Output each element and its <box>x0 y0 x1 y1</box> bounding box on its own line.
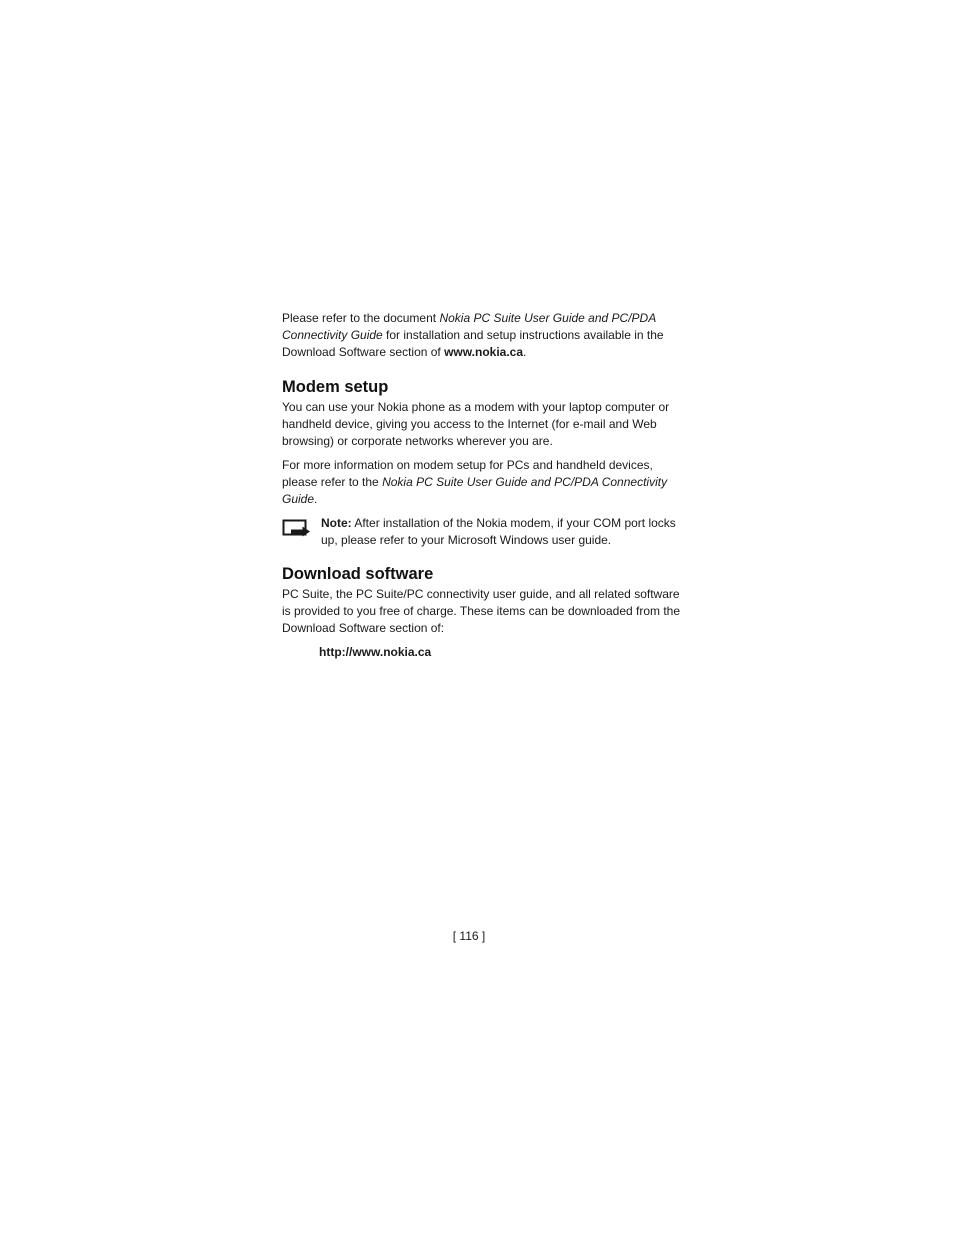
download-url[interactable]: http://www.nokia.ca <box>319 645 432 659</box>
modem-p2-text-2: . <box>314 492 318 506</box>
page-content <box>282 310 682 661</box>
page-number: [ 116 ] <box>452 929 486 943</box>
intro-text-1: Please refer to the document <box>282 311 440 325</box>
intro-text-2: for installation and setup instructions available in the Download Software section of <box>282 328 664 359</box>
note-block <box>282 515 682 549</box>
modem-setup-heading: Modem setup <box>282 378 389 396</box>
modem-paragraph-2 <box>282 457 682 508</box>
intro-paragraph <box>282 310 682 361</box>
download-software-heading: Download software <box>282 565 434 583</box>
note-body: After installation of the Nokia modem, if your COM port locks up, please refer to your Microsoft Windows user guide. <box>321 516 676 547</box>
download-paragraph: PC Suite, the PC Suite/PC connectivity user guide, and all related software is provided to you free of charge. These items can be downloaded from the Download Software section of: <box>282 587 681 635</box>
note-icon <box>282 519 312 539</box>
intro-text-3: . <box>523 345 527 359</box>
note-label: Note: <box>321 516 352 530</box>
intro-website: www.nokia.ca <box>444 345 524 359</box>
note-text <box>321 515 682 549</box>
intro-guide-title: Nokia PC Suite User Guide and PC/PDA Connectivity Guide <box>282 311 656 342</box>
modem-p2-guide-title: Nokia PC Suite User Guide and PC/PDA Connectivity Guide <box>282 475 668 506</box>
modem-p2-text-1: For more information on modem setup for PCs and handheld devices, please refer to the <box>282 458 653 489</box>
modem-paragraph-1: You can use your Nokia phone as a modem with your laptop computer or handheld device, giving you access to the Internet (for e-mail and Web browsing) or corporate networks wherever you are. <box>282 400 670 448</box>
